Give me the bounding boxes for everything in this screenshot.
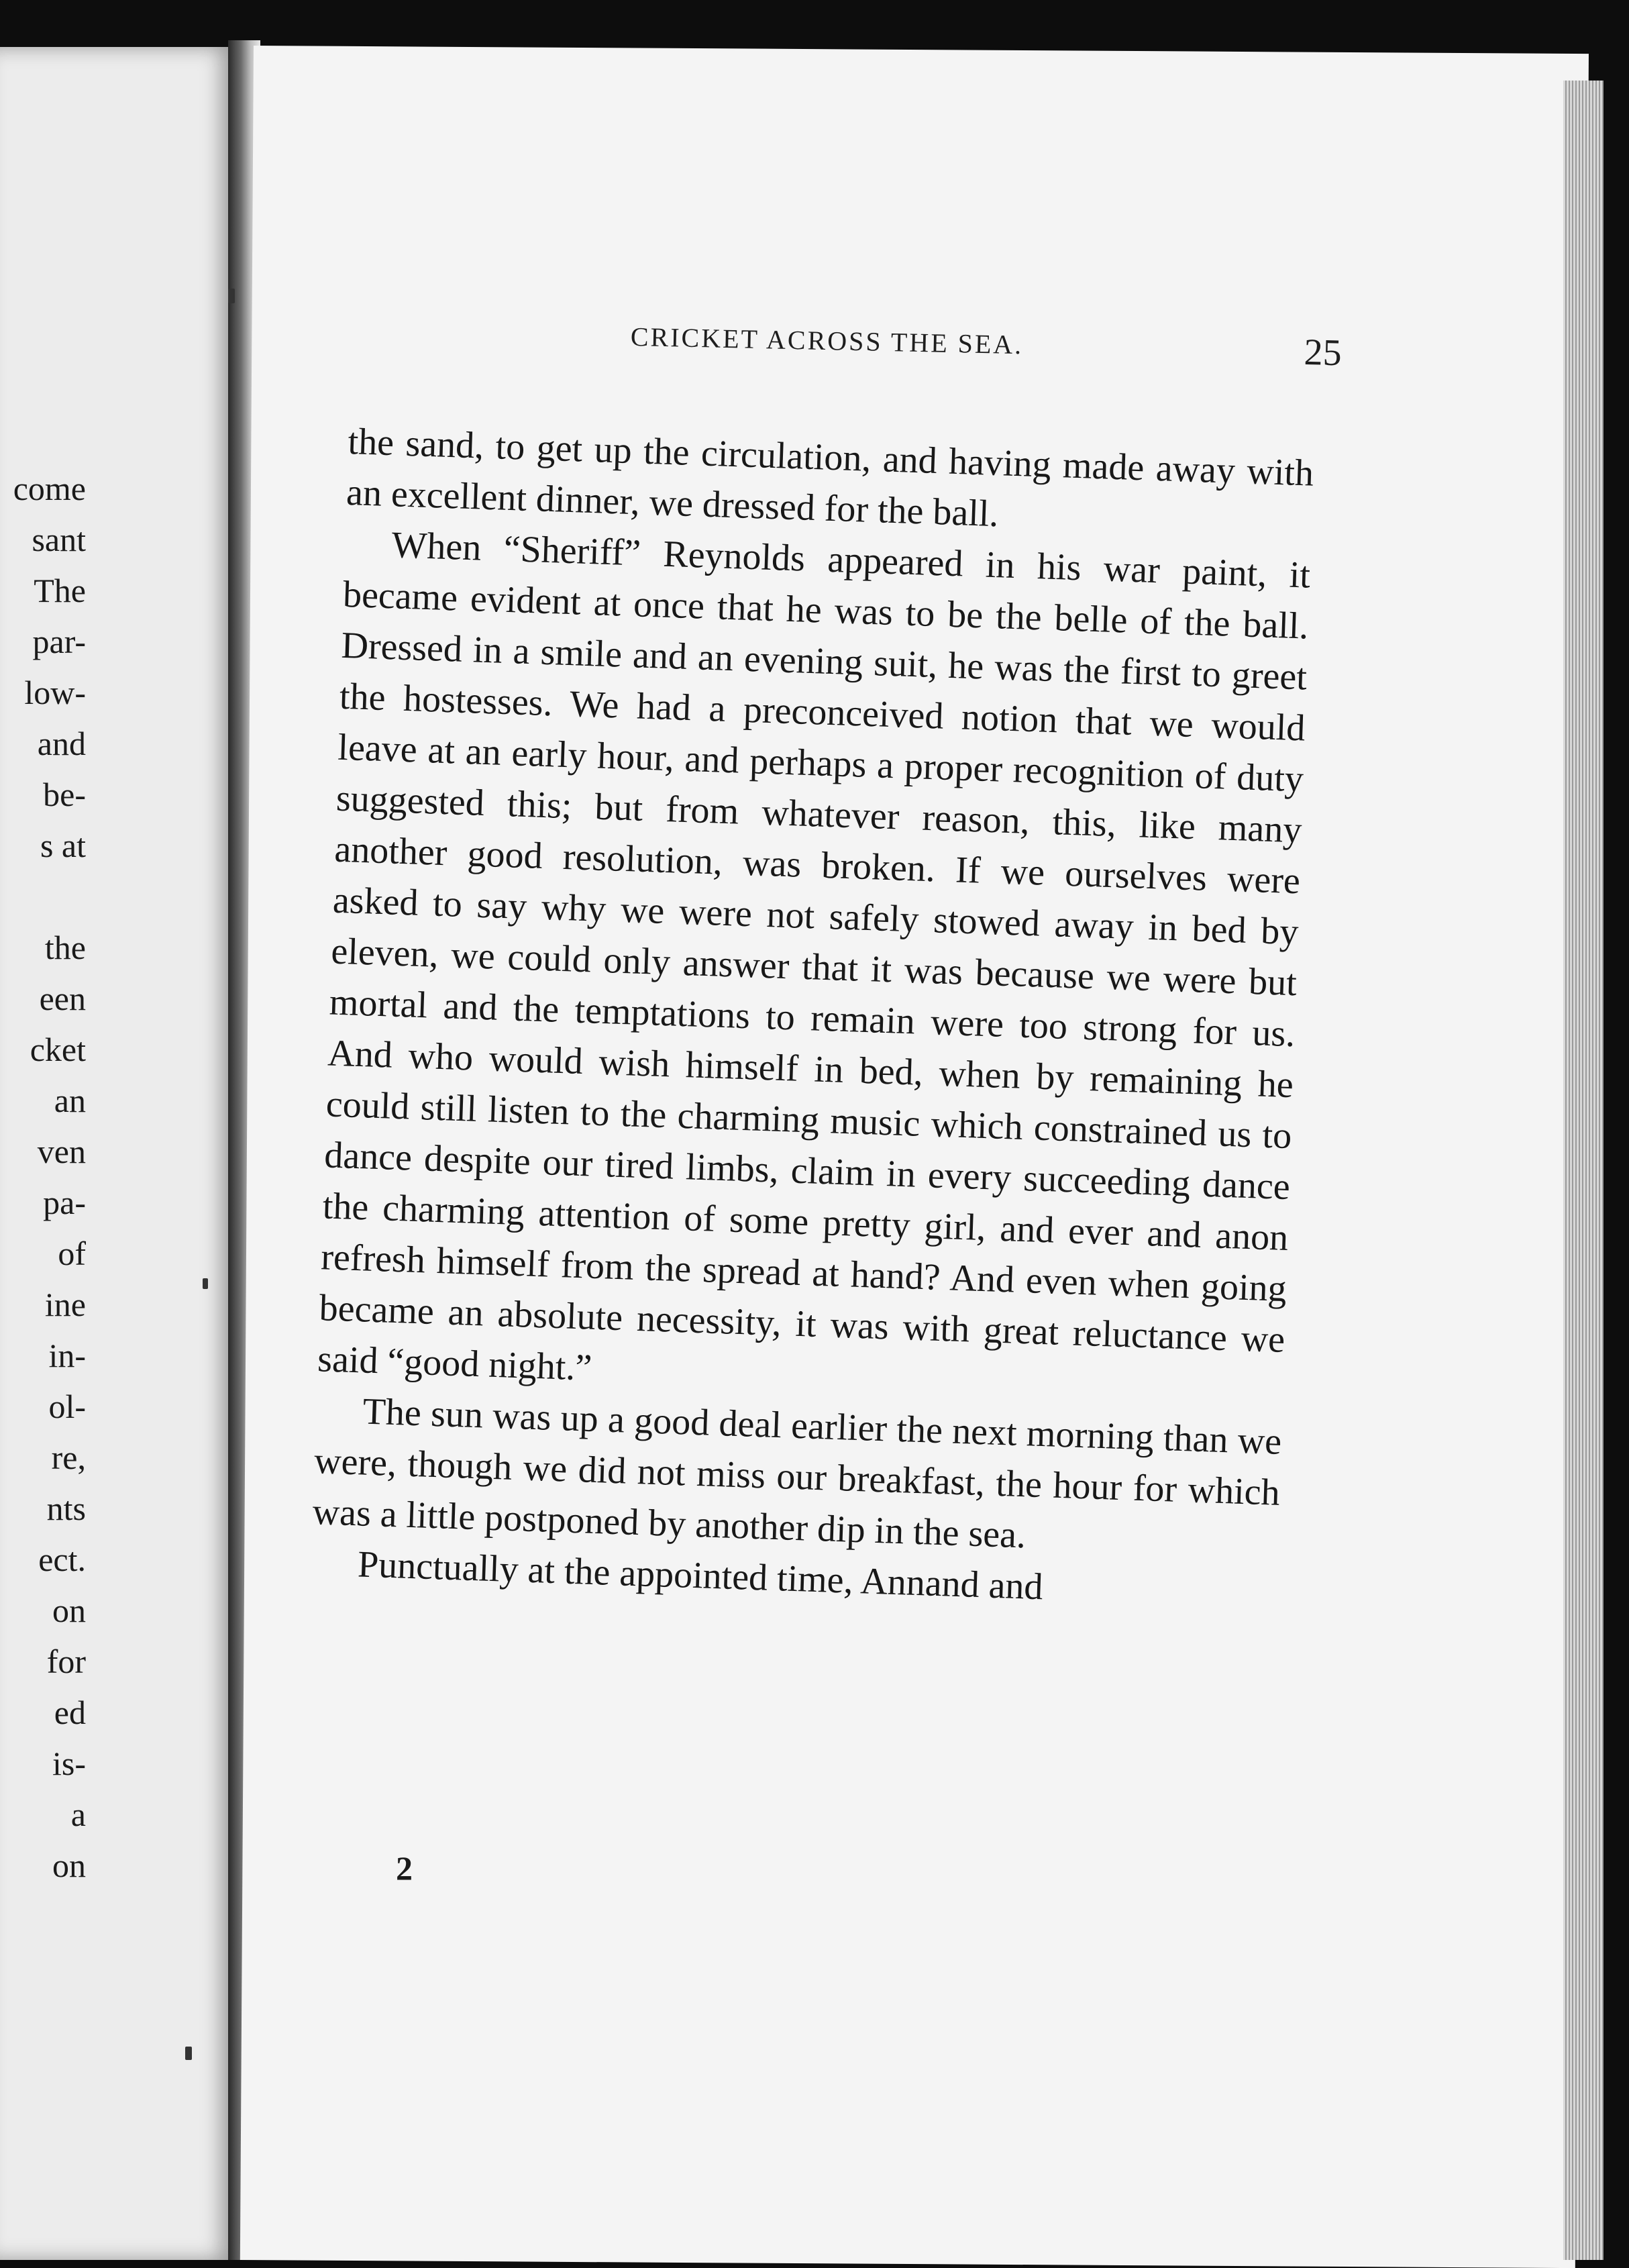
paragraph: When “Sheriff” Reynolds appeared in his war paint, it became evident at once that he was to be the belle of the ball. Dressed in a smile and an evening suit, he was the first to greet the hostesses. We had a preconceived notion that we would leave at an early hour, and perhaps a proper recognition of duty suggested this; but from whatever reason, this, like many another good resolution, was broken. If we ourselves were asked to say why we were not safely stowed away in bed by eleven, we could only answer that it was because we were but mortal and the temptations to remain were too strong for us. And who would wish himself in bed, when by remaining he could still listen to the charming music which constrained us to dance despite our tired limbs, claim in every succeeding dance the charming attention of some pretty girl, and ever and anon refresh himself from the spread at hand? And even when going became an absolute necessity, it was with great reluctance we said “good night.” xyxy=(317,524,1311,1389)
left-line: of xyxy=(58,1235,86,1272)
print-speck xyxy=(203,1278,208,1289)
left-line: the xyxy=(44,929,86,966)
left-line: cket xyxy=(30,1031,86,1068)
left-line: ven xyxy=(37,1133,86,1170)
left-facing-page xyxy=(0,47,236,2260)
print-speck xyxy=(185,2047,192,2060)
left-line: be- xyxy=(43,776,86,813)
left-line: een xyxy=(39,980,86,1017)
left-line: an xyxy=(54,1082,86,1119)
page-edge-stack xyxy=(1563,81,1604,2260)
left-line: on xyxy=(52,1592,86,1629)
left-line: is- xyxy=(52,1745,86,1782)
left-line: s at xyxy=(40,827,86,864)
paragraph: the sand, to get up the circulation, and having made away with an excellent dinner, we dressed for the ball. xyxy=(346,420,1314,535)
body-text xyxy=(310,416,1314,1620)
left-line: The xyxy=(34,572,86,609)
left-line: nts xyxy=(46,1490,86,1527)
signature-mark: 2 xyxy=(396,1849,413,1887)
left-line: re, xyxy=(51,1439,86,1476)
left-line: pa- xyxy=(43,1184,86,1221)
left-line: ect. xyxy=(38,1541,86,1578)
left-line: on xyxy=(52,1847,86,1884)
left-line: par- xyxy=(32,623,86,660)
left-line: come xyxy=(13,470,86,507)
left-line: ol- xyxy=(48,1388,86,1425)
left-line: sant xyxy=(32,521,86,558)
left-line: and xyxy=(37,725,86,762)
left-line: low- xyxy=(24,674,86,711)
paragraph: Punctually at the appointed time, Annand and xyxy=(357,1543,1044,1608)
left-line: in- xyxy=(48,1337,86,1374)
left-line: ed xyxy=(54,1694,86,1731)
left-line: a xyxy=(70,1796,86,1833)
left-page-text-fragments xyxy=(0,463,86,1891)
running-head: CRICKET ACROSS THE SEA. xyxy=(630,321,1024,360)
paragraph: The sun was up a good deal earlier the next morning than we were, though we did not miss our breakfast, the hour for which was a little postponed by another dip in the sea. xyxy=(311,1390,1283,1557)
left-line-gap xyxy=(0,871,86,922)
print-speck xyxy=(228,289,235,303)
left-line: ine xyxy=(44,1286,86,1323)
page-number: 25 xyxy=(1303,331,1343,374)
left-line: for xyxy=(46,1643,86,1680)
